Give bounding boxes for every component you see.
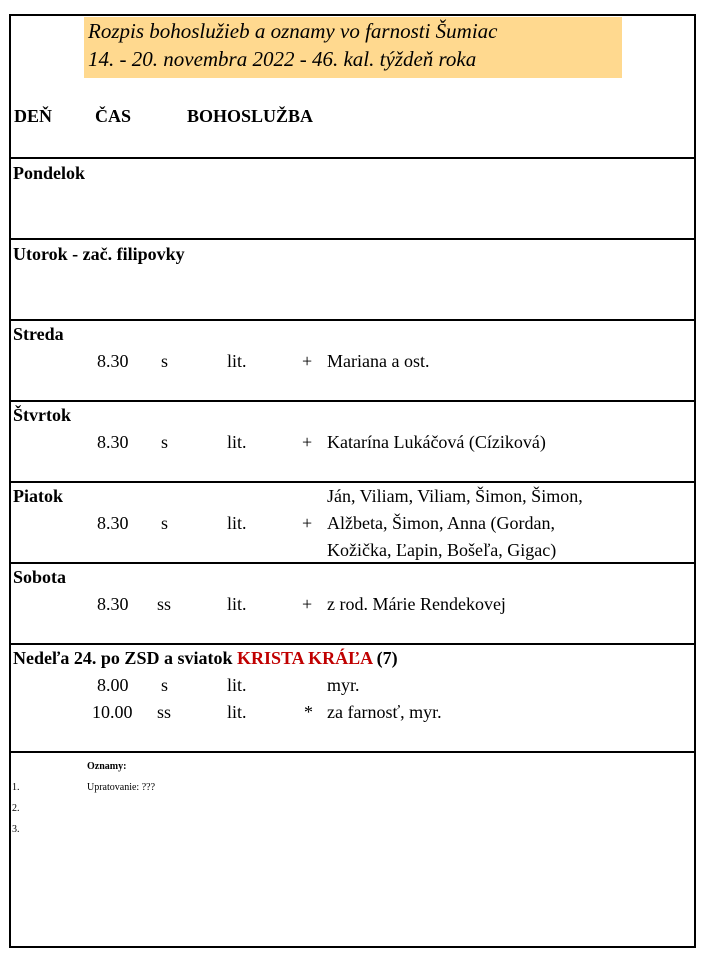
row-divider (9, 643, 696, 645)
announcement-text: Upratovanie: ??? (87, 782, 156, 793)
announcement-number: 1. (12, 782, 20, 793)
row-divider (9, 562, 696, 564)
day-thursday: Štvrtok (13, 405, 71, 425)
entry-lang: s (161, 432, 169, 452)
entry-intention: Katarína Lukáčová (Cíziková) (327, 432, 546, 452)
header-service: BOHOSLUŽBA (187, 106, 314, 126)
entry-intention: z rod. Márie Rendekovej (327, 594, 506, 614)
row-divider (9, 481, 696, 483)
entry-lang: s (161, 513, 169, 533)
entry-lang: s (161, 675, 169, 695)
entry-type: lit. (227, 351, 247, 371)
entry-type: lit. (227, 513, 247, 533)
entry-intention: myr. (327, 675, 360, 695)
document-title (84, 17, 622, 78)
row-divider (9, 319, 696, 321)
entry-type: lit. (227, 702, 247, 722)
entry-lang: ss (157, 594, 172, 614)
row-divider (9, 238, 696, 240)
entry-lang: s (161, 351, 169, 371)
entry-time: 8.30 (97, 351, 129, 371)
entry-mark: + (302, 594, 313, 614)
announcement-number: 3. (12, 824, 20, 835)
sunday-feast-highlight: KRISTA KRÁĽA (236, 648, 373, 668)
entry-lang: ss (157, 702, 172, 722)
announcement-number: 2. (12, 803, 20, 814)
day-friday: Piatok (13, 486, 64, 506)
entry-time: 8.00 (97, 675, 129, 695)
entry-time: 10.00 (92, 702, 133, 722)
sunday-name-prefix: Nedeľa 24. po ZSD a sviatok (13, 648, 237, 668)
sunday-name-suffix: (7) (372, 648, 398, 668)
header-day: DEŇ (14, 106, 53, 126)
entry-time: 8.30 (97, 513, 129, 533)
day-sunday (13, 648, 398, 669)
day-saturday: Sobota (13, 567, 67, 587)
entry-mark: * (304, 702, 313, 722)
entry-intention: Mariana a ost. (327, 351, 430, 371)
header-time: ČAS (95, 106, 132, 126)
row-divider (9, 751, 696, 753)
entry-type: lit. (227, 594, 247, 614)
entry-time: 8.30 (97, 432, 129, 452)
row-divider (9, 157, 696, 159)
entry-time: 8.30 (97, 594, 129, 614)
entry-type: lit. (227, 675, 247, 695)
entry-mark: + (302, 432, 313, 452)
title-line-2: 14. - 20. novembra 2022 - 46. kal. týždeň roka (88, 47, 477, 71)
entry-intention-line: Alžbeta, Šimon, Anna (Gordan, (327, 513, 555, 533)
entry-intention-line: Kožička, Ľapin, Bošeľa, Gigac) (327, 540, 557, 560)
row-divider (9, 400, 696, 402)
entry-mark: + (302, 513, 313, 533)
entry-mark: + (302, 351, 313, 371)
announcements-title: Oznamy: (87, 761, 127, 772)
title-line-1: Rozpis bohoslužieb a oznamy vo farnosti Šumiac (88, 19, 498, 43)
entry-type: lit. (227, 432, 247, 452)
day-tuesday: Utorok - zač. filipovky (13, 244, 185, 264)
entry-intention-line: Ján, Viliam, Viliam, Šimon, Šimon, (327, 486, 583, 506)
entry-intention: za farnosť, myr. (327, 702, 442, 722)
day-wednesday: Streda (13, 324, 64, 344)
day-monday: Pondelok (13, 163, 86, 183)
